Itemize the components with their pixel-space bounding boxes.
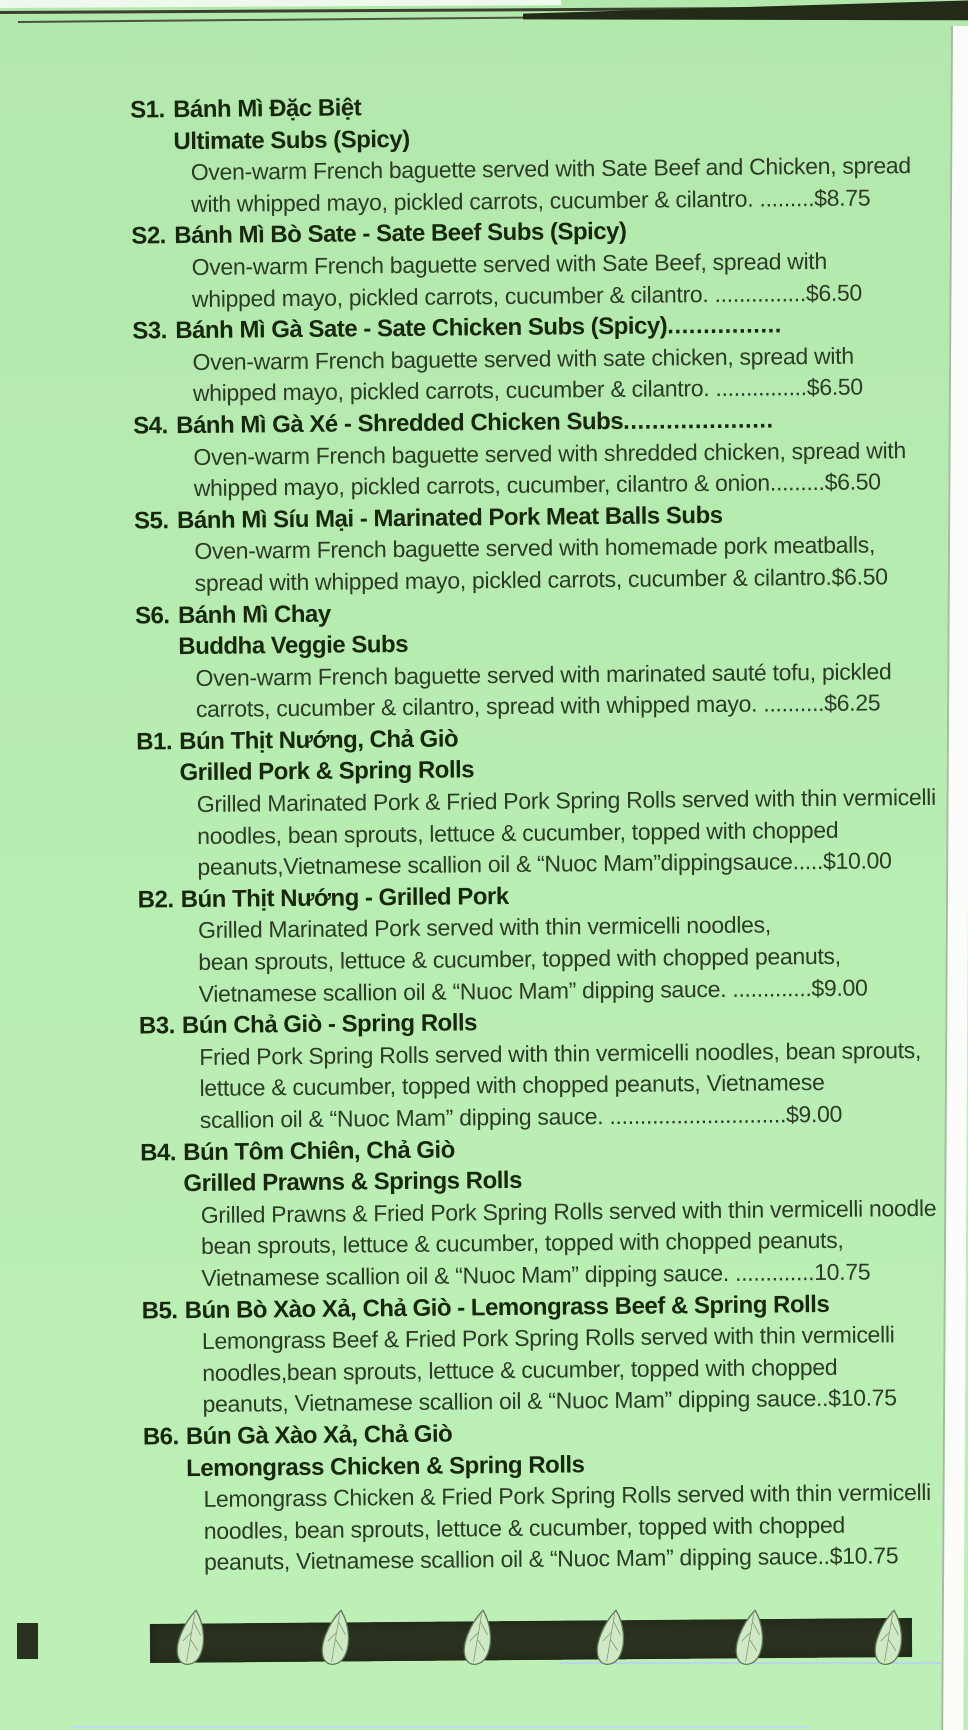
item-description (7, 782, 936, 885)
item-price: $9.00 (785, 1100, 843, 1128)
item-description-text: spread with whipped mayo, pickled carrots, cucumber & cilantro. (194, 563, 832, 596)
item-code: B5. (141, 1296, 178, 1325)
item-name-separator: - (337, 410, 358, 438)
item-description-text: with whipped mayo, pickled carrots, cucumber & cilantro. ......... (190, 184, 815, 217)
item-description-text: peanuts,Vietnamese scallion oil & “Nuoc Mam”dippingsauce..... (197, 848, 824, 881)
item-description-text: scallion oil & “Nuoc Mam” dipping sauce. ............................. (199, 1101, 787, 1133)
menu-item (8, 877, 914, 1012)
item-name-en: Ultimate Subs (Spicy) (173, 125, 410, 155)
item-description-text: bean sprouts, lettuce & cucumber, topped with chopped peanuts, (200, 1227, 844, 1260)
item-name-vi: Bánh Mì Gà Sate (175, 315, 358, 345)
item-name-vi: Bánh Mì Gà Xé (176, 410, 338, 440)
item-name-en: Sate Chicken Subs (Spicy) (376, 312, 668, 343)
item-code: S1. (130, 96, 165, 124)
menu-item (12, 1288, 918, 1423)
item-description-text: whipped mayo, pickled carrots, cucumber, cilantro & onion......... (193, 469, 825, 502)
item-description-text: Oven-warm French baguette served with sate chicken, spread with (192, 342, 854, 375)
menu-item (9, 1003, 922, 1138)
item-description-text: noodles,bean sprouts, lettuce & cucumber, topped with chopped (202, 1353, 838, 1386)
item-code: B6. (142, 1423, 179, 1451)
item-description-text: bean sprouts, lettuce & cucumber, topped with chopped peanuts, (198, 942, 841, 975)
item-description-text: Lemongrass Beef & Fried Pork Spring Rolls served with thin vermicelli (201, 1321, 895, 1355)
item-description-text: peanuts, Vietnamese scallion oil & “Nuoc Mam” dipping sauce.. (203, 1543, 830, 1576)
decorative-band-fragment (17, 1623, 38, 1659)
scan-artifact-wedge (523, 0, 968, 22)
item-price: $9.00 (811, 974, 868, 1001)
item-name-separator: - (357, 315, 378, 343)
item-price: $6.25 (824, 689, 881, 717)
item-description (9, 1035, 922, 1138)
item-description-text: Oven-warm French baguette served with marinated sauté tofu, pickled (195, 657, 892, 691)
item-description-text: Fried Pork Spring Rolls served with thin vermicelli noodles, bean sprouts, (199, 1036, 922, 1070)
menu-item (6, 719, 936, 886)
item-description (3, 435, 909, 507)
menu-item (2, 308, 908, 411)
item-description-text: Vietnamese scallion oil & “Nuoc Mam” dipping sauce. ............. (201, 1259, 815, 1291)
item-name-vi: Bánh Mì Đặc Biệt (173, 94, 362, 124)
scan-artifact-line (70, 1726, 810, 1728)
item-code: S5. (133, 506, 169, 535)
item-description-text: noodles, bean sprouts, lettuce & cucumber, topped with chopped (196, 816, 839, 849)
menu-item (3, 403, 909, 506)
item-price: $6.50 (806, 373, 863, 401)
leaf-icon (170, 1606, 212, 1671)
item-description (2, 245, 908, 317)
item-description-text: Lemongrass Chicken & Fried Pork Spring Rolls served with thin vermicelli (203, 1479, 932, 1513)
item-code: B3. (138, 1012, 175, 1040)
menu-item (4, 498, 910, 601)
item-name-vi: Bún Thịt Nướng, Chả Giò (179, 725, 459, 756)
item-name-separator: - (321, 1010, 342, 1038)
item-code: B2. (137, 886, 174, 914)
item-description-text: carrots, cucumber & cilantro, spread with whipped mayo. .......... (195, 690, 825, 723)
item-description (2, 340, 908, 412)
item-description-line (204, 1540, 919, 1578)
item-name-separator: - (353, 504, 374, 533)
item-title-dots: ..................... (622, 406, 774, 435)
item-name-separator: - (450, 1293, 471, 1322)
leaf-icon (457, 1606, 499, 1671)
item-name-vi: Bánh Mì Síu Mại (176, 505, 354, 534)
item-name-vi: Bánh Mì Chay (177, 600, 331, 629)
item-price: $6.50 (831, 563, 888, 590)
leaf-icon (729, 1606, 771, 1671)
item-description (11, 1193, 937, 1296)
item-description-text: peanuts, Vietnamese scallion oil & “Nuoc Mam” dipping sauce.. (202, 1385, 829, 1418)
item-description-text: lettuce & cucumber, topped with chopped peanuts, Vietnamese (199, 1069, 825, 1102)
decorative-band (150, 1618, 912, 1663)
page-edge (941, 26, 968, 1730)
item-description-text: Grilled Prawns & Fried Pork Spring Rolls served with thin vermicelli noodle (200, 1194, 937, 1228)
item-description-text: Grilled Marinated Pork served with thin vermicelli noodles, (197, 911, 772, 944)
item-name-en: Grilled Pork (378, 882, 509, 912)
item-name-en: Grilled Pork & Spring Rolls (179, 756, 475, 787)
item-price: $6.50 (805, 279, 863, 306)
item-description (8, 909, 914, 1012)
item-price: $8.75 (814, 184, 871, 211)
menu-item (1, 214, 907, 317)
item-price: $10.00 (822, 847, 892, 875)
scan-edge-white (0, 0, 561, 8)
item-description-text: noodles, bean sprouts, lettuce & cucumber, topped with chopped (203, 1511, 846, 1544)
item-name-vi: Bún Chả Giò (181, 1010, 322, 1040)
item-name-en: Sate Beef Subs (Spicy) (375, 218, 627, 248)
item-description (12, 1319, 918, 1422)
menu-list (0, 87, 937, 1581)
item-description-text: Vietnamese scallion oil & “Nuoc Mam” dipping sauce. ............. (198, 974, 812, 1007)
item-price: $10.75 (828, 1384, 897, 1412)
item-name-en: Marinated Pork Meat Balls Subs (373, 501, 723, 532)
item-description-text: whipped mayo, pickled carrots, cucumber & cilantro. ............... (191, 279, 806, 312)
item-description (13, 1477, 932, 1580)
item-code: S2. (131, 222, 167, 250)
item-name-en: Lemongrass Chicken & Spring Rolls (186, 1450, 585, 1482)
item-name-en: Grilled Prawns & Springs Rolls (183, 1167, 522, 1198)
item-name-vi: Bún Gà Xào Xả, Chả Giò (185, 1420, 453, 1451)
item-description-text: Oven-warm French baguette served with shredded chicken, spread with (193, 436, 907, 470)
item-description-text: Oven-warm French baguette served with Sate Beef, spread with (191, 247, 828, 280)
menu-item (13, 1414, 932, 1581)
item-name-vi: Bún Bò Xào Xả, Chả Giò (184, 1294, 452, 1324)
item-title-dots: ................ (667, 311, 783, 340)
menu-item (10, 1130, 937, 1297)
item-price: 10.75 (814, 1258, 871, 1286)
item-code: B4. (140, 1138, 177, 1167)
item-name-en: Spring Rolls (341, 1009, 478, 1038)
item-code: S3. (132, 317, 167, 345)
item-name-en: Shredded Chicken Subs (357, 407, 624, 438)
leaf-icon (868, 1606, 910, 1671)
item-description-text: Grilled Marinated Pork & Fried Pork Spring Rolls served with thin vermicelli (196, 783, 936, 818)
menu-item (0, 87, 911, 222)
item-code: S6. (134, 601, 170, 630)
item-name-vi: Bánh Mì Bò Sate (174, 220, 357, 250)
item-description (5, 656, 911, 728)
item-name-vi: Bún Tôm Chiên, Chả Giò (183, 1136, 455, 1166)
item-price: $6.50 (824, 468, 881, 496)
item-name-separator: - (358, 884, 379, 912)
item-description (1, 150, 911, 222)
item-name-separator: - (356, 220, 377, 248)
item-code: B1. (136, 728, 173, 756)
menu-item (5, 593, 911, 728)
leaf-icon (590, 1606, 632, 1671)
item-name-vi: Bún Thịt Nướng (180, 884, 359, 913)
item-name-en: Lemongrass Beef & Spring Rolls (470, 1290, 830, 1321)
item-description (4, 529, 910, 601)
item-price: $10.75 (829, 1542, 899, 1570)
item-description-text: Oven-warm French baguette served with homemade pork meatballs, (194, 531, 876, 565)
item-code: S4. (133, 412, 168, 440)
leaf-icon (315, 1606, 357, 1671)
item-name-en: Buddha Veggie Subs (178, 631, 409, 661)
item-description-text: Oven-warm French baguette served with Sate Beef and Chicken, spread (190, 152, 911, 186)
item-description-text: whipped mayo, pickled carrots, cucumber & cilantro. ............... (192, 374, 807, 407)
